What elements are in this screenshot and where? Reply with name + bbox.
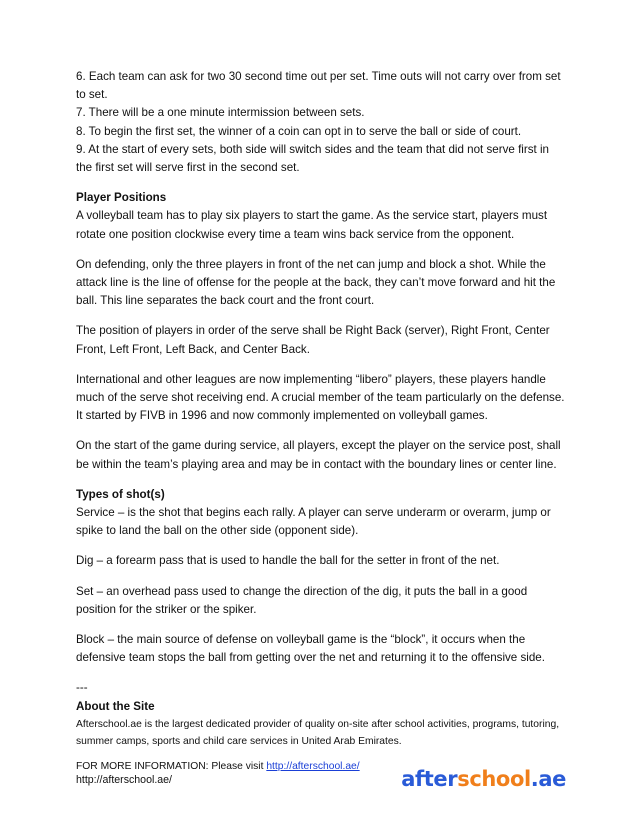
about-heading: About the Site <box>76 699 155 713</box>
shot-paragraph: Dig – a forearm pass that is used to handle the ball for the setter in front of the net. <box>76 554 500 568</box>
player-positions-paragraph: On defending, only the three players in front of the net can jump and block a shot. While the attack line is the line of offense for the people at the back, they can’t move forward and hit the ball. This line separates the back court and the front court. <box>76 257 556 308</box>
more-info-label: FOR MORE INFORMATION: Please visit <box>76 760 267 772</box>
player-positions-paragraph: The position of players in order of the serve shall be Right Back (server), Right Front, Center Front, Left Front, Left Back, and Center Back. <box>76 324 550 356</box>
player-positions-paragraph: A volleyball team has to play six players to start the game. As the service start, players must rotate one position clockwise every time a team wins back service from the opponent. <box>76 209 548 241</box>
logo-part-school: school <box>457 767 531 791</box>
document-page <box>76 68 566 775</box>
player-positions-paragraph: On the start of the game during service, all players, except the player on the service post, shall be within the team’s playing area and may be in contact with the boundary lines or center line. <box>76 439 561 471</box>
shots-heading: Types of shot(s) <box>76 487 165 501</box>
rules-list <box>76 68 566 177</box>
more-info-link[interactable]: http://afterschool.ae/ <box>266 760 360 772</box>
about-separator: --- <box>76 681 88 695</box>
rule-6: 6. Each team can ask for two 30 second time out per set. Time outs will not carry over from set to set. <box>76 70 561 102</box>
footer-url: http://afterschool.ae/ <box>76 774 172 786</box>
shot-paragraph: Service – is the shot that begins each rally. A player can serve underarm or overarm, jump or spike to land the ball on the other side (opponent side). <box>76 506 551 538</box>
shot-paragraph: Block – the main source of defense on volleyball game is the “block”, it occurs when the defensive team stops the ball from getting over the net and returning it to the offensive side. <box>76 633 545 665</box>
logo-part-after: after <box>401 767 458 791</box>
rule-8: 8. To begin the first set, the winner of a coin can opt in to serve the ball or side of court. <box>76 124 522 138</box>
logo-part-ae: .ae <box>530 767 566 791</box>
rule-9: 9. At the start of every sets, both side will switch sides and the team that did not serve first in the first set will serve first in the second set. <box>76 142 549 175</box>
afterschool-logo <box>401 767 566 791</box>
about-text: Afterschool.ae is the largest dedicated provider of quality on-site after school activities, programs, tutoring, summer camps, sports and child care services in United Arab Emirates. <box>76 718 560 747</box>
player-positions-paragraph: International and other leagues are now implementing “libero” players, these players handle much of the serve shot receiving end. A crucial member of the team particularly on the defense. It started by FIVB in 1996 and now commonly implemented on volleyball games. <box>76 372 565 423</box>
rule-7: 7. There will be a one minute intermission between sets. <box>76 106 365 120</box>
page-footer <box>76 767 566 801</box>
player-positions-heading: Player Positions <box>76 191 167 205</box>
shot-paragraph: Set – an overhead pass used to change the direction of the dig, it puts the ball in a good position for the striker or the spiker. <box>76 584 528 616</box>
